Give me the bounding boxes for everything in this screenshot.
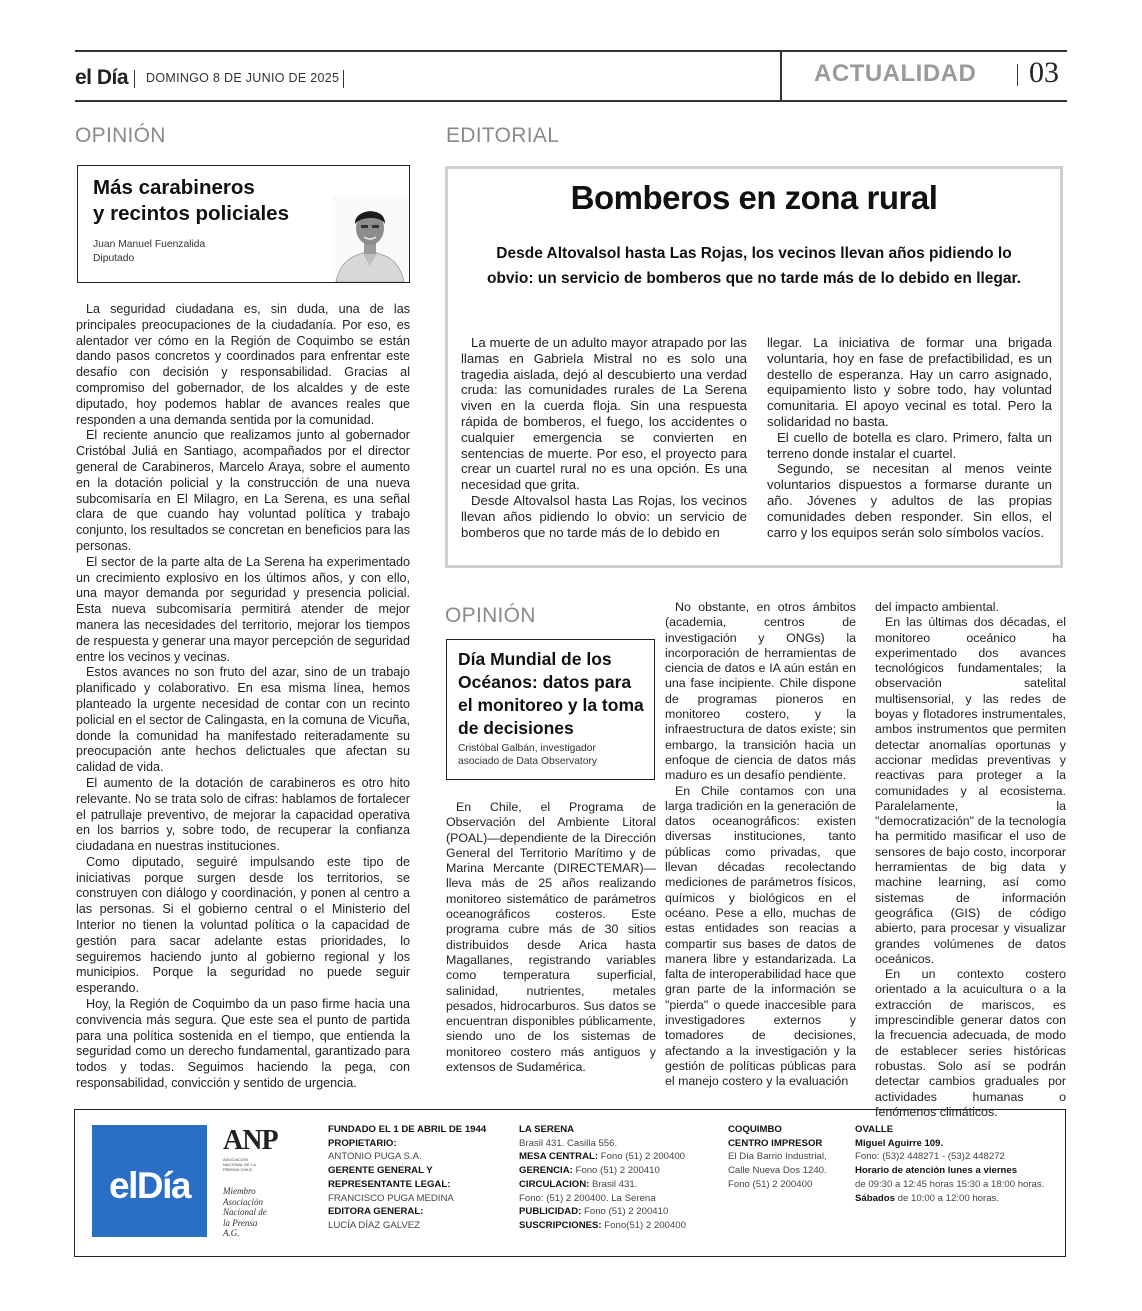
issue-date: DOMINGO 8 DE JUNIO DE 2025 — [146, 71, 340, 85]
editorial-paragraph: La muerte de un adulto mayor atrapado por las llamas en Gabriela Mistral no es solo una tragedia aislada, dejó al descubierto una verdad cruda: las comunidades rurales de La Serena viven en la cuerda floja. Sin una respuesta rápida de bomberos, el fuego, los accidentes o cualquier emergencia se convierten en sentencias de muerte. Por eso, el proyecto para crear un cuartel rural no es una opción. Es una necesidad que grita. — [461, 335, 747, 493]
member-line: la Prensa — [223, 1217, 258, 1228]
editorial-paragraph: Desde Altovalsol hasta Las Rojas, los vecinos llevan años pidiendo lo obvio: un servicio de bomberos que no tarde más de lo debido en — [461, 492, 747, 540]
opinion-paragraph: El sector de la parte alta de La Serena ha experimentado un crecimiento explosivo en los últimos años, y con ello, una mayor demanda por seguridad y presencia policial. Esta nueva subcomisaría permitirá atender de mejor manera las necesidades del territorio, mejorar los tiempos de respuesta y generar una mayor percepción de seguridad entre los vecinos y vecinas. — [76, 554, 410, 664]
logo-text: elDía — [109, 1165, 190, 1206]
editorial-col2 — [767, 335, 1052, 540]
footer-col-coquimbo: COQUIMBO CENTRO IMPRESOR El Día Barrio Industrial, Calle Nueva Dos 1240. Fono (51) 2 200400 — [728, 1124, 827, 1190]
opinion2-title-box — [446, 639, 655, 780]
opinion2-title-line: Día Mundial de los — [458, 649, 612, 669]
opinion-paragraph: Hoy, la Región de Coquimbo da un paso firme hacia una convivencia más segura. Que este sea el punto de partida para una política sostenida en el tiempo, que entienda la seguridad como un derecho fundamental, garantizado para todos y todas. Seguimos haciendo la pega, con responsabilidad, convicción y sentido de urgencia. — [76, 997, 410, 1091]
editorial-deck-line1: Desde Altovalsol hasta Las Rojas, los vecinos llevan años pidiendo lo — [496, 245, 1012, 262]
member-note — [223, 1186, 267, 1239]
opinion2-paragraph: En las últimas dos décadas, el monitoreo oceánico ha experimentado dos avances tecnológicos fundamentales; la observación satelital multisensorial, y las redes de boyas y flotadores instrumentales, ambos instrumentos que permiten detectar anomalías oportunas y accionar medidas preventivas y reactivas para proteger a la comunidades y al ecosistema. Paralelamente, la "democratización" de la tecnología ha permitido masificar el uso de sensores de bajo costo, incorporar herramientas de big data y machine learning, así como sistemas de información geográfica (GIS) de código abierto, para procesar y visualizar grandes volúmenes de datos oceánicos. — [875, 615, 1066, 966]
logo — [92, 1125, 207, 1237]
brand-name: el Día — [75, 66, 129, 89]
footer-col-ovalle: OVALLE Miguel Aguirre 109. Fono: (53)2 448271 - (53)2 448272 Horario de atención lunes a viernes de 09:30 a 12:45 horas 15:30 a 18:00 horas. Sábados de 10:00 a 12:00 horas. — [855, 1124, 1045, 1204]
editorial-title: Bomberos en zona rural — [570, 179, 938, 216]
opinion2-author-affiliation: asociado de Data Observatory — [458, 756, 598, 767]
editorial-paragraph: El cuello de botella es claro. Primero, falta un terreno donde instalar el cuartel. — [767, 429, 1052, 461]
member-line: Miembro — [223, 1186, 256, 1196]
opinion2-paragraph: No obstante, en otros ámbitos (academia, centros de investigación y ONGs) la incorporación de herramientas de ciencia de datos e IA aún están en una fase incipiente. Chile dispone de programas pioneros en monitoreo costero, y la infraestructura de datos existe; sin embargo, la transición hacia un enfoque de ciencia de datos más maduro es un desafío pendiente. — [665, 600, 856, 783]
opinion2-kicker: OPINIÓN — [445, 604, 536, 627]
anp-logo — [223, 1125, 293, 1172]
opinion2-col3 — [875, 600, 1066, 1120]
opinion-kicker: OPINIÓN — [75, 124, 166, 147]
section-title: ACTUALIDAD — [814, 60, 977, 87]
opinion-title-box — [77, 165, 410, 283]
opinion-paragraph: Estos avances no son fruto del azar, sino de un trabajo planificado y colaborativo. En esa misma línea, hemos planteado la urgente necesidad de contar con un recinto policial en el sector de Calingasta, en la comuna de Vicuña, donde la comunidad ha manifestado reiteradamente su preocupación ante hechos delictuales que afectan su calidad de vida. — [76, 665, 410, 775]
member-line: Nacional de — [223, 1207, 267, 1217]
opinion-paragraph: Como diputado, seguiré impulsando este tipo de iniciativas porque surgen desde los territorios, se construyen con diálogo y coordinación, y ponen al centro a las personas. Si el gobierno central o el Ministerio del Interior no tienen la voluntad política o la capacidad de gestión para sacar adelante estas prioridades, lo seguiremos haciendo junto al gobierno regional y los municipios. Porque la seguridad no puede seguir esperando. — [76, 854, 410, 996]
opinion2-title-line: Océanos: datos para — [458, 672, 632, 692]
opinion2-author: Cristóbal Galbán, investigador — [458, 743, 596, 754]
footer-col-staff: FUNDADO EL 1 DE ABRIL DE 1944 PROPIETARIO: ANTONIO PUGA S.A. GERENTE GENERAL Y REPRESENTANTE LEGAL: FRANCISCO PUGA MEDINA EDITORA GENERAL: LUCÍA DÍAZ GALVEZ — [328, 1124, 487, 1231]
opinion2-paragraph: del impacto ambiental. — [875, 600, 999, 614]
opinion2-title-line: el monitoreo y la toma — [458, 695, 644, 715]
editorial-box — [445, 166, 1063, 568]
opinion-paragraph: El reciente anuncio que realizamos junto al gobernador Cristóbal Juliá en Santiago, acompañados por el director general de Carabineros, Marcelo Araya, sobre el aumento en la dotación policial y la construcción de una nueva subcomisaría en El Milagro, en La Serena, es una señal clara de que cuando hay voluntad política y trabajo conjunto, los resultados se concretan en beneficios para las personas. — [76, 428, 410, 553]
editorial-paragraph: llegar. La iniciativa de formar una brigada voluntaria, hoy en fase de prefactibilidad, es un destello de esperanza. Hay un carro asignado, equipamiento listo y sobre todo, hay voluntad comunitaria. El apoyo vecinal es total. Pero la solidaridad no basta. — [767, 335, 1052, 429]
opinion-paragraph: La seguridad ciudadana es, sin duda, una de las principales preocupaciones de la ciudadanía. Por eso, es alentador ver cómo en la Región de Coquimbo se están dando pasos concretos y coordinados para enfrentar este desafío con decisión y responsabilidad. Gracias al compromiso del gobernador, de los alcaldes y de este diputado, hoy podemos hablar de avances reales que responden a una demanda sentida por la comunidad. — [76, 302, 410, 427]
opinion2-title-line: de decisiones — [458, 718, 574, 738]
anp-logo-subtext: ASOCIACIÓN NACIONAL DE LA PRENSA CHILE — [223, 1157, 256, 1172]
member-line: A.G. — [223, 1228, 240, 1238]
author-photo — [332, 196, 408, 282]
editorial-kicker: EDITORIAL — [446, 124, 560, 147]
page-number: 03 — [1029, 56, 1059, 89]
member-line: Asociación — [223, 1196, 263, 1207]
opinion2-paragraph: En Chile, el Programa de Observación del Ambiente Litoral (POAL)—dependiente de la Dirección General del Territorio Marítimo y de Marina Mercante (DIRECTEMAR)—lleva más de 25 años realizando monitoreo sistemático de parámetros oceanográficos costeros. Este programa cubre más de 30 sitios distribuidos desde Arica hasta Magallanes, registrando variables como temperatura superficial, salinidad, nutrientes, metales pesados, hidrocarburos. Sus datos se encuentran disponibles públicamente, siendo uno de los sistemas de monitoreo costero más antiguos y extensos de Sudamérica. — [446, 800, 656, 1075]
footer-col-la-serena: LA SERENA Brasil 431. Casilla 556. MESA CENTRAL: Fono (51) 2 200400 GERENCIA: Fono (51) 2 200410 CIRCULACION: Brasil 431. Fono: (51) 2 200400. La Serena PUBLICIDAD: Fono (51) 2 200410 SUSCRIPCIONES: Fono(51) 2 200400 — [519, 1124, 686, 1231]
opinion2-col2 — [665, 600, 856, 1090]
editorial-deck-line2: obvio: un servicio de bomberos que no tarde más de lo debido en llegar. — [487, 270, 1021, 287]
opinion-paragraph: El aumento de la dotación de carabineros es otro hito relevante. No se trata solo de cifras: hablamos de fortalecer el patrullaje preventivo, de mejorar la capacidad operativa en los barrios y, sobre todo, de recuperar la confianza ciudadana en nuestras instituciones. — [76, 775, 410, 854]
opinion-body — [76, 302, 410, 1092]
opinion2-paragraph: En Chile contamos con una larga tradición en la generación de datos oceanográficos: existen diversas instituciones, tanto públicas como privadas, que llevan décadas recolectando mediciones de parámetros físicos, químicos y biológicos en el océano. Pese a ello, muchas de estas entidades son reacias a compartir sus bases de datos de manera libre y estandarizada. La falta de interoperabilidad hace que gran parte de la información se "pierda" o quede inaccesible para investigadores externos y tomadores de decisiones, afectando a la investigación y la gestión de políticas públicas para el manejo costero y la evaluación — [665, 783, 856, 1089]
masthead-footer — [74, 1109, 1066, 1257]
opinion2-col1 — [446, 800, 656, 1075]
opinion2-paragraph: En un contexto costero orientado a la acuicultura o a la extracción de mariscos, es imprescindible generar datos con la frecuencia adecuada, de modo de establecer series históricas robustas. Solo así se podrán detectar cambios graduales por actividades humanas o fenómenos climáticos. — [875, 967, 1066, 1119]
editorial-col1 — [461, 335, 747, 540]
opinion-title-line2: y recintos policiales — [93, 202, 289, 225]
anp-logo-text: ANP — [223, 1125, 278, 1156]
editorial-paragraph: Segundo, se necesitan al menos veinte voluntarios dispuestos a formarse durante un año. Jóvenes y adultos de las propias comunidades deben responder. Sin ellos, el carro y los equipos serán solo símbolos vacíos. — [767, 461, 1052, 540]
author-name: Juan Manuel Fuenzalida — [93, 239, 206, 250]
opinion-title-line1: Más carabineros — [93, 176, 255, 199]
author-role: Diputado — [93, 253, 135, 264]
